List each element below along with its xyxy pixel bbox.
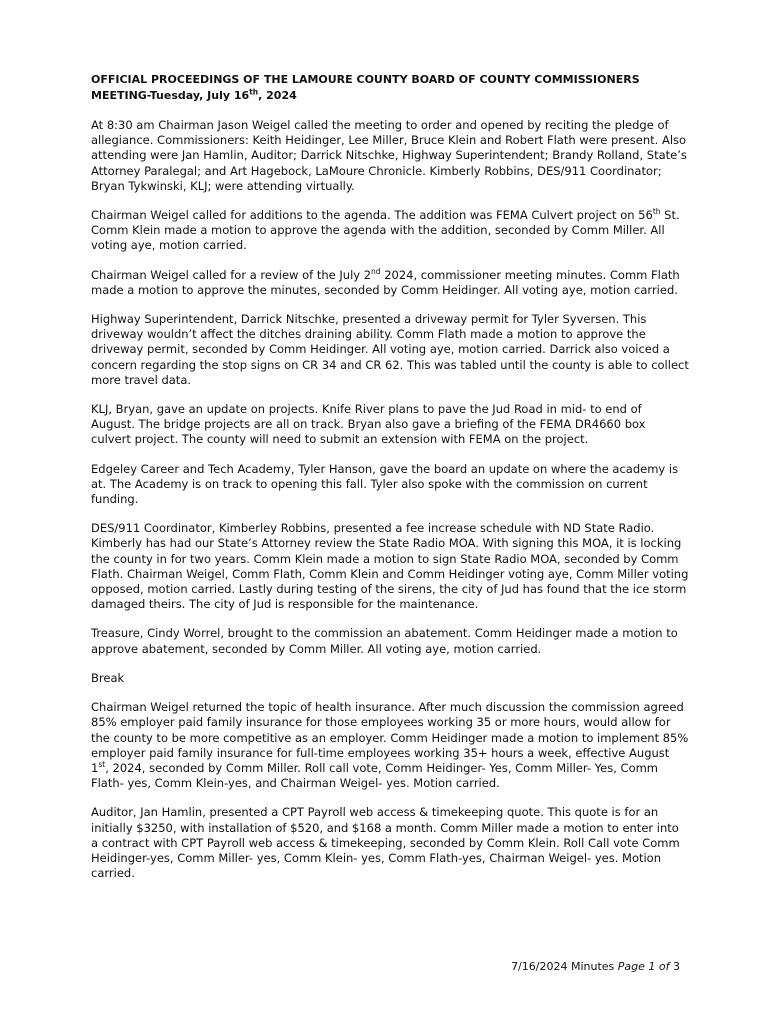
paragraph-insurance-text-b: , 2024, seconded by Comm Miller. Roll call vote, Comm Heidinger- Yes, Comm Miller- Yes, Comm Flath- yes, Comm Klein-yes, and Chairman Weigel- yes. Motion carried. [91,760,659,791]
paragraph-agenda-text-a: Chairman Weigel called for additions to the agenda. The addition was FEMA Culvert project on 56 [91,208,653,223]
paragraph-health-insurance [91,700,689,791]
paragraph-minutes-review [91,268,689,298]
paragraph-edgeley-academy: Edgeley Career and Tech Academy, Tyler Hanson, gave the board an update on where the academy is at. The Academy is on track to opening this fall. Tyler also spoke with the commission on current funding. [91,461,679,507]
title-date-year: , 2024 [258,89,297,102]
title-date-text: MEETING-Tuesday, July 16 [91,89,250,102]
paragraph-payroll: Auditor, Jan Hamlin, presented a CPT Payroll web access & timekeeping quote. This quote is for an initially $3250, with installation of $520, and $168 a month. Comm Miller made a motion to enter into a contract with CPT Payroll web access & timekeeping, seconded by Comm Klein. Roll Call vote Comm Heidinger-yes, Comm Miller- yes, Comm Klein- yes, Comm Flath-yes, Chairman Weigel- yes. Motion carried. [91,805,680,881]
paragraph-insurance-suffix: st [98,760,106,770]
document-body [91,72,689,895]
footer-of-word: of [658,960,670,973]
paragraph-des911: DES/911 Coordinator, Kimberley Robbins, presented a fee increase schedule with ND State Radio. Kimberly has had our State’s Attorney review the State Radio MOA. With signing this MOA, it is locking the county in for two years. Comm Klein made a motion to sign State Radio MOA, seconded by Comm Flath. Chairman Weigel, Comm Flath, Comm Klein and Comm Heidinger voting aye, Comm Miller voting opposed, motion carried. Lastly during testing of the sirens, the city of Jud has found that the ice storm damaged theirs. The city of Jud is responsible for the maintenance. [91,521,689,612]
paragraph-call-to-order: At 8:30 am Chairman Jason Weigel called the meeting to order and opened by reciting the pledge of allegiance. Commissioners: Keith Heidinger, Lee Miller, Bruce Klein and Robert Flath were present. Also attending were Jan Hamlin, Auditor; Darrick Nitschke, Highway Superintendent; Brandy Rolland, State’s Attorney Paralegal; and Art Hagebock, LaMoure Chronicle. Kimberly Robbins, DES/911 Coordinator; Bryan Tykwinski, KLJ; were attending virtually. [91,118,687,193]
paragraph-minutes-text-a: Chairman Weigel called for a review of the July 2 [91,267,372,282]
paragraph-break: Break [91,670,125,685]
paragraph-treasurer: Treasure, Cindy Worrel, brought to the commission an abatement. Comm Heidinger made a motion to approve abatement, seconded by Comm Miller. All voting aye, motion carried. [91,626,678,656]
title-line-1: OFFICIAL PROCEEDINGS OF THE LAMOURE COUNTY BOARD OF COUNTY COMMISSIONERS [91,73,640,86]
title-date-suffix: th [249,87,259,97]
footer-date-label: 7/16/2024 Minutes [511,960,618,973]
title-line-2 [91,88,689,104]
paragraph-highway: Highway Superintendent, Darrick Nitschke, presented a driveway permit for Tyler Syversen. This driveway wouldn’t affect the ditches draining ability. Comm Flath made a motion to approve the driveway permit, seconded by Comm Heidinger. All voting aye, motion carried. Darrick also voiced a concern regarding the stop signs on CR 34 and CR 62. This was tabled until the county is able to collect more travel data. [91,312,689,387]
footer-page-total: 3 [673,960,680,973]
page-footer [0,960,680,973]
paragraph-agenda-suffix: th [652,207,661,217]
footer-page-number: 1 [648,960,656,973]
paragraph-klj: KLJ, Bryan, gave an update on projects. Knife River plans to pave the Jud Road in mid- to end of August. The bridge projects are all on track. Bryan also gave a briefing of the FEMA DR4660 box culvert project. The county will need to submit an extension with FEMA on the project. [91,402,646,447]
document-title [91,72,689,104]
footer-page-word: Page [617,960,645,973]
paragraph-insurance-text-a: Chairman Weigel returned the topic of health insurance. After much discussion the commission agreed 85% employer paid family insurance for those employees working 35 or more hours, would allow for the county to be more competitive as an employer. Comm Heidinger made a motion to implement 85% employer paid family insurance for full-time employees working 35+ hours a week, effective August 1 [91,700,689,775]
paragraph-agenda-text-b: St. Comm Klein made a motion to approve the agenda with the addition, seconded by Comm Miller. All voting aye, motion carried. [91,208,680,253]
paragraph-agenda [91,208,689,254]
paragraph-minutes-suffix: nd [371,266,381,276]
paragraph-minutes-text-b: 2024, commissioner meeting minutes. Comm Flath made a motion to approve the minutes, seconded by Comm Heidinger. All voting aye, motion carried. [91,267,680,297]
